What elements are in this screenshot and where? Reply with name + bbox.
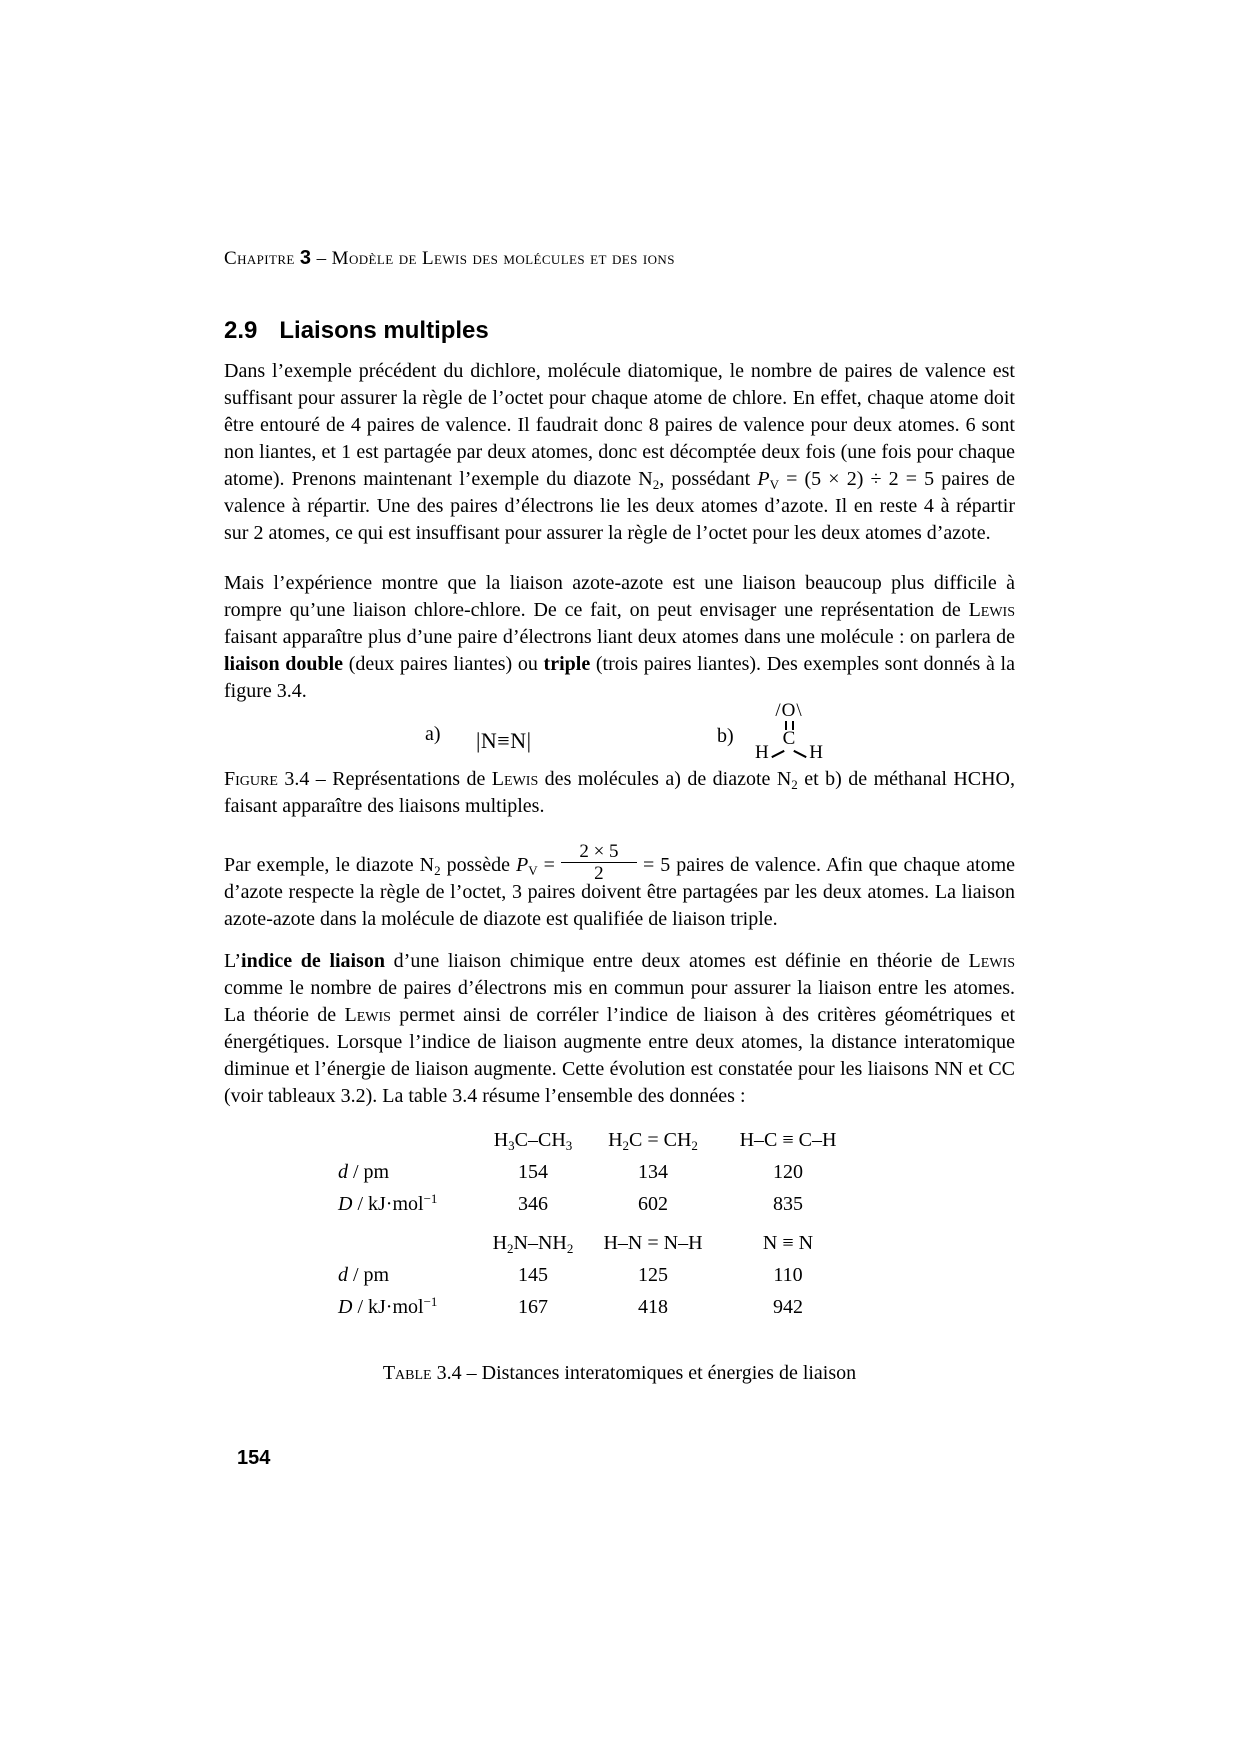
body-text: permet ainsi de corréler l’indice de liaison à des critères géométriques et énergétiques. Lorsque l’indice de liaison augmente entre deux atomes, la distance interatomique diminue et l’énergie de liaison augmente. Cette évolution est constatée pour les liaisons NN et CC (voir tableaux 3.2). La table 3.4 résume l’ensemble des données : — [224, 1004, 1016, 1107]
math-symbol-p: P — [757, 468, 770, 490]
body-text: Par exemple, le diazote N — [224, 854, 435, 876]
row-label-energy: D / kJ·mol$^{-1}$ — [338, 1293, 438, 1318]
chapter-title: Modèle de Lewis des molécules et des ions — [331, 248, 675, 269]
hydrogen-atom-left: H — [755, 742, 769, 763]
body-text: faisant apparaître plus d’une paire d’électrons liant deux atomes dans une molécule : on parlera de — [224, 626, 1015, 648]
value-cell: 145 — [518, 1263, 548, 1286]
value-cell: 120 — [773, 1160, 803, 1183]
value-cell: 602 — [638, 1192, 668, 1215]
figure-a-label: a) — [425, 723, 441, 745]
figure-caption-label: Figure — [224, 768, 278, 790]
table-header-row-cc — [338, 1124, 898, 1156]
lewis-smallcaps: Lewis — [968, 599, 1015, 621]
figure-b-label: b) — [717, 725, 734, 747]
page-number: 154 — [237, 1447, 271, 1469]
bond-left — [771, 750, 784, 758]
caption-text: 3.4 – Représentations de — [277, 768, 492, 790]
body-text: (trois paires liantes). Des exemples sont donnés à la figure 3.4. — [224, 653, 1015, 702]
value-cell: 154 — [518, 1160, 548, 1183]
table-caption-label: Table — [382, 1362, 432, 1384]
paragraph-indice-de-liaison — [224, 948, 1015, 1110]
chapter-label: Chapitre — [224, 248, 295, 269]
paragraph-dichlore-diazote — [224, 358, 1015, 547]
body-text: = 5 paires de valence. Afin que chaque atome d’azote respecte la règle de l’octet, 3 paires doivent être partagées par les deux atomes. La liaison azote-azote dans la molécule de diazote est qualifiée de liaison triple. — [224, 854, 1016, 930]
caption-text: des molécules a) de diazote N — [538, 768, 792, 790]
table-header-row-nn — [338, 1227, 898, 1259]
body-text: Mais l’expérience montre que la liaison azote-azote est une liaison beaucoup plus difficile à rompre qu’une liaison chlore-chlore. De ce fait, on peut envisager une représentation de — [224, 572, 1015, 621]
body-text: Dans l’exemple précédent du dichlore, molécule diatomique, le nombre de paires de valence est suffisant pour assurer la règle de l’octet pour chaque atome de chlore. En effet, chaque atome doit être entouré de 4 paires de valence. Il faudrait donc 8 paires de valence pour deux atomes. 6 sont non liantes, et 1 est partagée par deux atomes, donc est décomptée deux fois (une fois pour chaque atome). Prenons maintenant l’exemple du diazote N — [224, 360, 1015, 490]
dinitrogen-lewis-formula: |N≡N| — [476, 728, 532, 753]
subscript-v: V — [528, 863, 538, 878]
body-text: d’une liaison chimique entre deux atomes est définie en théorie de — [385, 950, 969, 972]
formula-hydrazine: $H_2N-NH_2$ — [492, 1231, 574, 1256]
formula-diazene: H–N = N–H — [603, 1231, 703, 1254]
body-text: comme le nombre de paires d’électrons mis en commun pour assurer la liaison entre les atomes. La théorie de — [224, 977, 1015, 1026]
fraction-denominator: 2 — [561, 862, 637, 884]
value-cell: 942 — [773, 1295, 803, 1318]
bold-indice-de-liaison: indice de liaison — [241, 950, 386, 972]
body-text: possède — [440, 854, 516, 876]
body-text: L’ — [224, 950, 242, 972]
section-title-text: Liaisons multiples — [279, 317, 489, 344]
carbon-atom: C — [782, 728, 796, 749]
bold-triple: triple — [543, 653, 591, 675]
hydrogen-atom-right: H — [809, 742, 823, 763]
paragraph-par-exemple — [224, 841, 1016, 933]
paragraph-liaison-multiple — [224, 570, 1015, 705]
body-text: = (5 × 2) ÷ 2 = 5 paires de valence à répartir. Une des paires d’électrons lie les deux atomes d’azote. Il en reste 4 à répartir sur 2 atomes, ce qui est insuffisant pour assurer la règle de l’octet pour les deux atomes d’azote. — [224, 468, 1015, 544]
lewis-smallcaps: Lewis — [344, 1004, 391, 1026]
table-row-energy-nn — [338, 1291, 898, 1323]
section-title — [224, 317, 1015, 345]
value-cell: 346 — [518, 1192, 548, 1215]
value-cell: 134 — [638, 1160, 668, 1183]
value-cell: 418 — [638, 1295, 668, 1318]
oxygen-atom-with-lone-pairs: /O\ — [775, 700, 803, 721]
row-label-d: d / pm — [338, 1263, 390, 1286]
lewis-smallcaps: Lewis — [968, 950, 1015, 972]
caption-text: 3.4 – Distances interatomiques et énergies de liaison — [431, 1362, 857, 1384]
body-text: = — [537, 854, 561, 876]
value-cell: 167 — [518, 1295, 548, 1318]
value-cell: 835 — [773, 1192, 803, 1215]
subscript: 2 — [652, 477, 660, 492]
chapter-header — [224, 247, 1015, 270]
table-row-d-nn — [338, 1259, 898, 1291]
section-number: 2.9 — [224, 317, 258, 344]
value-cell: 125 — [638, 1263, 668, 1286]
table-row-energy-cc — [338, 1188, 898, 1220]
math-symbol-p: P — [515, 854, 529, 876]
body-text: (deux paires liantes) ou — [343, 653, 544, 675]
chapter-separator: – — [311, 248, 332, 269]
formula-dinitrogen: N ≡ N — [762, 1231, 814, 1254]
bond-right — [793, 750, 806, 758]
bond-table — [338, 1124, 898, 1323]
fraction-numerator: 2 × 5 — [579, 841, 619, 862]
table-caption — [224, 1362, 1015, 1385]
formula-ethene: $H_2C = CH_2$ — [608, 1128, 698, 1153]
figure-caption — [224, 766, 1015, 820]
subscript-v: V — [769, 477, 779, 492]
subscript: 2 — [434, 863, 441, 878]
formula-ethyne: H–C ≡ C–H — [739, 1128, 837, 1151]
caption-text: et b) de méthanal HCHO, faisant apparaître des liaisons multiples. — [224, 768, 1015, 817]
row-label-energy: D / kJ·mol$^{-1}$ — [338, 1190, 438, 1215]
formula-ethane: $H_3C-CH_3$ — [493, 1128, 573, 1153]
row-label-d: d / pm — [338, 1160, 390, 1183]
figure-3-4 — [224, 698, 1015, 772]
lewis-smallcaps: Lewis — [491, 768, 539, 790]
methanal-structure — [755, 700, 823, 766]
body-text: , possédant — [659, 468, 758, 490]
table-row-d-cc — [338, 1156, 898, 1188]
value-cell: 110 — [773, 1263, 803, 1286]
chapter-number: 3 — [299, 247, 312, 269]
bold-liaison-double: liaison double — [224, 653, 344, 675]
subscript: 2 — [791, 777, 798, 792]
